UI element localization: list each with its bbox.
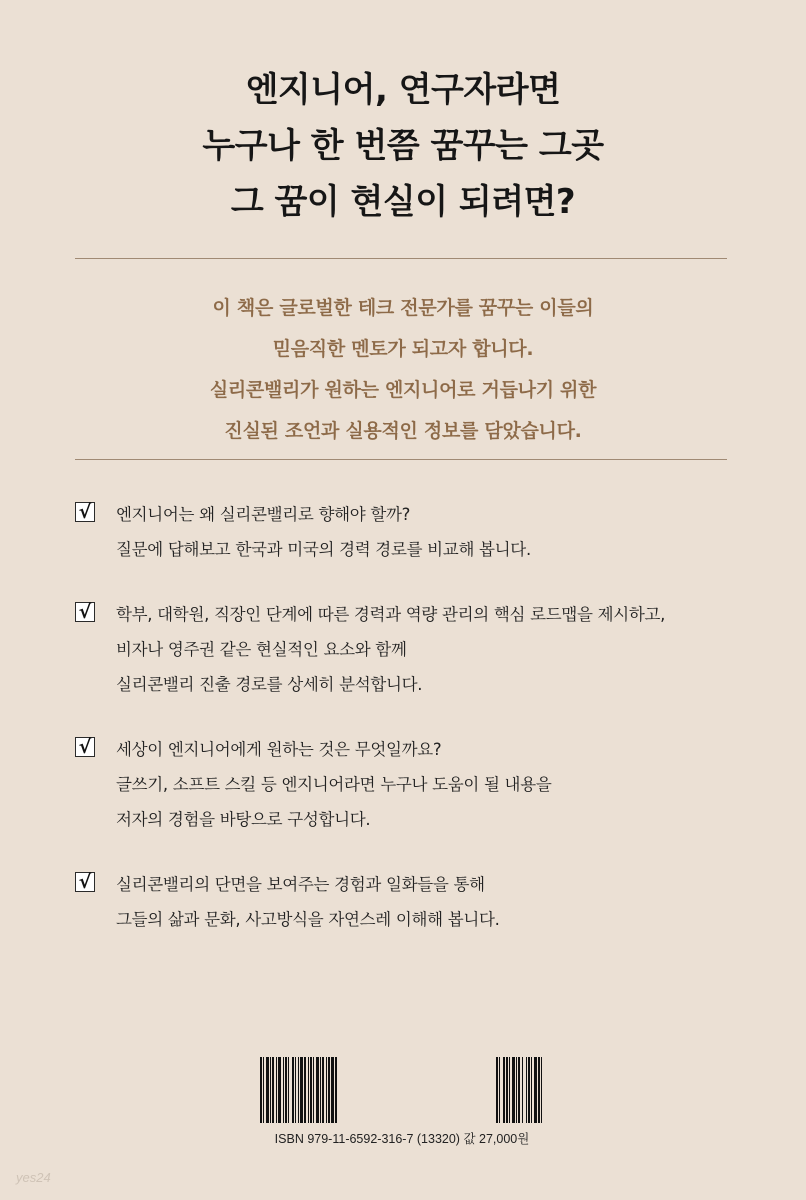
feature-line: 실리콘밸리 진출 경로를 상세히 분석합니다. [116, 675, 423, 694]
feature-line: 저자의 경험을 바탕으로 구성합니다. [116, 810, 371, 829]
barcode-left [260, 1057, 337, 1123]
intro-line: 실리콘밸리가 원하는 엔지니어로 거듭나기 위한 [209, 379, 597, 401]
feature-line: 실리콘밸리의 단면을 보여주는 경험과 일화들을 통해 [116, 875, 485, 894]
barcode-right [496, 1057, 544, 1123]
feature-item [75, 867, 755, 937]
intro-paragraph [0, 288, 806, 452]
intro-line: 진실된 조언과 실용적인 정보를 담았습니다. [224, 420, 582, 442]
headline-line: 누구나 한 번쯤 꿈꾸는 그곳 [202, 126, 604, 166]
headline-line: 엔지니어, 연구자라면 [245, 70, 561, 110]
checkbox-icon: √ [75, 602, 95, 622]
intro-line: 믿음직한 멘토가 되고자 합니다. [272, 338, 534, 360]
feature-line: 질문에 답해보고 한국과 미국의 경력 경로를 비교해 봅니다. [116, 540, 531, 559]
feature-line: 비자나 영주권 같은 현실적인 요소와 함께 [116, 640, 407, 659]
checkbox-icon: √ [75, 737, 95, 757]
barcode-bar [335, 1057, 337, 1123]
barcode-icon [260, 1057, 544, 1123]
headline [0, 62, 806, 230]
watermark-logo: yes24 [16, 1170, 51, 1185]
feature-line: 엔지니어는 왜 실리콘밸리로 향해야 할까? [116, 505, 411, 524]
feature-line: 학부, 대학원, 직장인 단계에 따른 경력과 역량 관리의 핵심 로드맵을 제시하고, [116, 605, 666, 624]
barcode-gap [542, 1057, 544, 1123]
checkbox-icon: √ [75, 502, 95, 522]
divider-bottom [75, 459, 727, 460]
feature-item [75, 497, 755, 567]
feature-list [75, 497, 755, 937]
isbn-price: ISBN 979-11-6592-316-7 (13320) 값 27,000원 [274, 1132, 530, 1146]
feature-line: 그들의 삶과 문화, 사고방식을 자연스레 이해해 봅니다. [116, 910, 500, 929]
checkbox-icon: √ [75, 872, 95, 892]
feature-item [75, 597, 755, 702]
feature-item [75, 732, 755, 837]
barcode-block [260, 1057, 544, 1147]
divider-top [75, 258, 727, 259]
headline-line: 그 꿈이 현실이 되려면? [230, 182, 576, 222]
feature-line: 글쓰기, 소프트 스킬 등 엔지니어라면 누구나 도움이 될 내용을 [116, 775, 552, 794]
feature-line: 세상이 엔지니어에게 원하는 것은 무엇일까요? [116, 740, 442, 759]
intro-line: 이 책은 글로벌한 테크 전문가를 꿈꾸는 이들의 [212, 297, 594, 319]
